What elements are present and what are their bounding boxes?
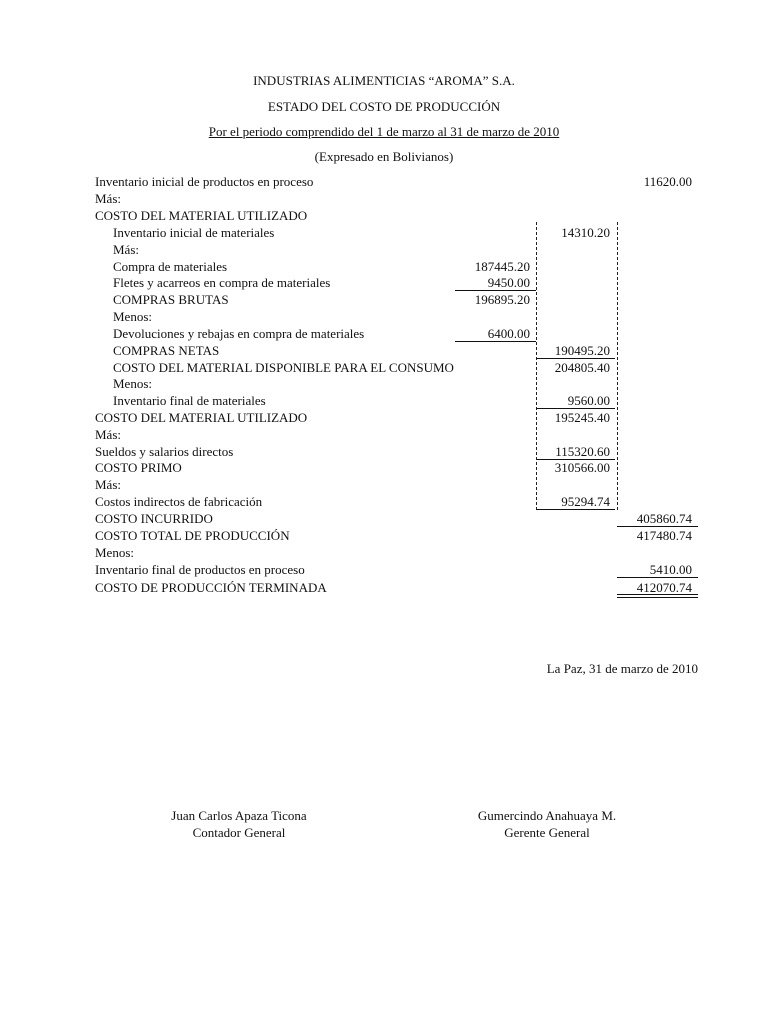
amount-col2: 310566.00 xyxy=(554,460,610,475)
row-label: Inventario inicial de productos en proceso xyxy=(95,174,314,189)
amount-col2: 115320.60 xyxy=(555,444,610,459)
amount-col3: 11620.00 xyxy=(643,174,692,189)
amount-col1: 6400.00 xyxy=(487,326,530,341)
subtotal-rule xyxy=(617,577,698,578)
currency-note: (Expresado en Bolivianos) xyxy=(314,149,454,164)
table-row xyxy=(0,375,768,392)
table-row xyxy=(0,258,768,275)
row-label: Compra de materiales xyxy=(113,259,228,274)
row-label: Inventario final de productos en proceso xyxy=(95,562,305,577)
table-row xyxy=(0,342,768,359)
table-row xyxy=(0,409,768,426)
row-label: Costos indirectos de fabricación xyxy=(95,494,263,509)
amount-col2: 9560.00 xyxy=(567,393,610,408)
row-label: COSTO INCURRIDO xyxy=(95,511,213,526)
row-label: COMPRAS BRUTAS xyxy=(113,292,229,307)
row-label: COSTO PRIMO xyxy=(95,460,182,475)
row-label: COSTO DE PRODUCCIÓN TERMINADA xyxy=(95,580,327,595)
row-label: Más: xyxy=(95,477,121,492)
table-row xyxy=(0,510,768,527)
table-row xyxy=(0,224,768,241)
table-row xyxy=(0,359,768,376)
row-label: COSTO TOTAL DE PRODUCCIÓN xyxy=(95,528,290,543)
table-row xyxy=(0,561,768,578)
amount-col2: 95294.74 xyxy=(561,494,610,509)
table-row xyxy=(0,190,768,207)
statement-period: Por el periodo comprendido del 1 de marzo al 31 de marzo de 2010 xyxy=(208,124,560,139)
table-row xyxy=(0,173,768,190)
table-row xyxy=(0,325,768,342)
table-row xyxy=(0,476,768,493)
table-row xyxy=(0,392,768,409)
amount-col2: 190495.20 xyxy=(554,343,610,358)
signer-name: Juan Carlos Apaza Ticona xyxy=(171,808,307,823)
amount-col2: 195245.40 xyxy=(554,410,610,425)
signature-manager xyxy=(437,807,657,841)
table-row xyxy=(0,459,768,476)
row-label: COSTO DEL MATERIAL UTILIZADO xyxy=(95,208,308,223)
row-label: Más: xyxy=(113,242,139,257)
row-label: Devoluciones y rebajas en compra de materiales xyxy=(113,326,365,341)
row-label: COSTO DEL MATERIAL UTILIZADO xyxy=(95,410,308,425)
amount-col2: 204805.40 xyxy=(554,360,610,375)
table-row xyxy=(0,443,768,460)
row-label: Fletes y acarreos en compra de materiales xyxy=(113,275,331,290)
total-double-rule xyxy=(617,594,698,598)
row-label: COSTO DEL MATERIAL DISPONIBLE PARA EL CONSUMO xyxy=(113,360,454,375)
table-row xyxy=(0,291,768,308)
table-row xyxy=(0,207,768,224)
signature-accountant xyxy=(129,807,349,841)
table-row xyxy=(0,579,768,596)
table-row xyxy=(0,426,768,443)
amount-col1: 187445.20 xyxy=(474,259,530,274)
row-label: Más: xyxy=(95,191,121,206)
table-row xyxy=(0,493,768,510)
company-name: INDUSTRIAS ALIMENTICIAS “AROMA” S.A. xyxy=(253,73,515,88)
signer-name: Gumercindo Anahuaya M. xyxy=(477,808,617,823)
amount-col2: 14310.20 xyxy=(561,225,610,240)
row-label: Menos: xyxy=(95,545,134,560)
amount-col3: 405860.74 xyxy=(636,511,692,526)
amount-col3: 5410.00 xyxy=(649,562,692,577)
row-label: Inventario inicial de materiales xyxy=(113,225,275,240)
row-label: Más: xyxy=(95,427,121,442)
amount-col1: 196895.20 xyxy=(474,292,530,307)
row-label: Menos: xyxy=(113,376,152,391)
row-label: Menos: xyxy=(113,309,152,324)
amount-col3: 417480.74 xyxy=(636,528,692,543)
amount-col3: 412070.74 xyxy=(636,580,692,595)
table-row xyxy=(0,274,768,291)
table-row xyxy=(0,308,768,325)
statement-title: ESTADO DEL COSTO DE PRODUCCIÓN xyxy=(267,99,501,114)
row-label: Sueldos y salarios directos xyxy=(95,444,234,459)
table-row xyxy=(0,241,768,258)
table-row xyxy=(0,544,768,561)
row-label: Inventario final de materiales xyxy=(113,393,266,408)
signer-title: Gerente General xyxy=(504,825,590,840)
place-date: La Paz, 31 de marzo de 2010 xyxy=(546,661,698,676)
amount-col1: 9450.00 xyxy=(487,275,530,290)
row-label: COMPRAS NETAS xyxy=(113,343,220,358)
table-row xyxy=(0,527,768,544)
signer-title: Contador General xyxy=(192,825,286,840)
